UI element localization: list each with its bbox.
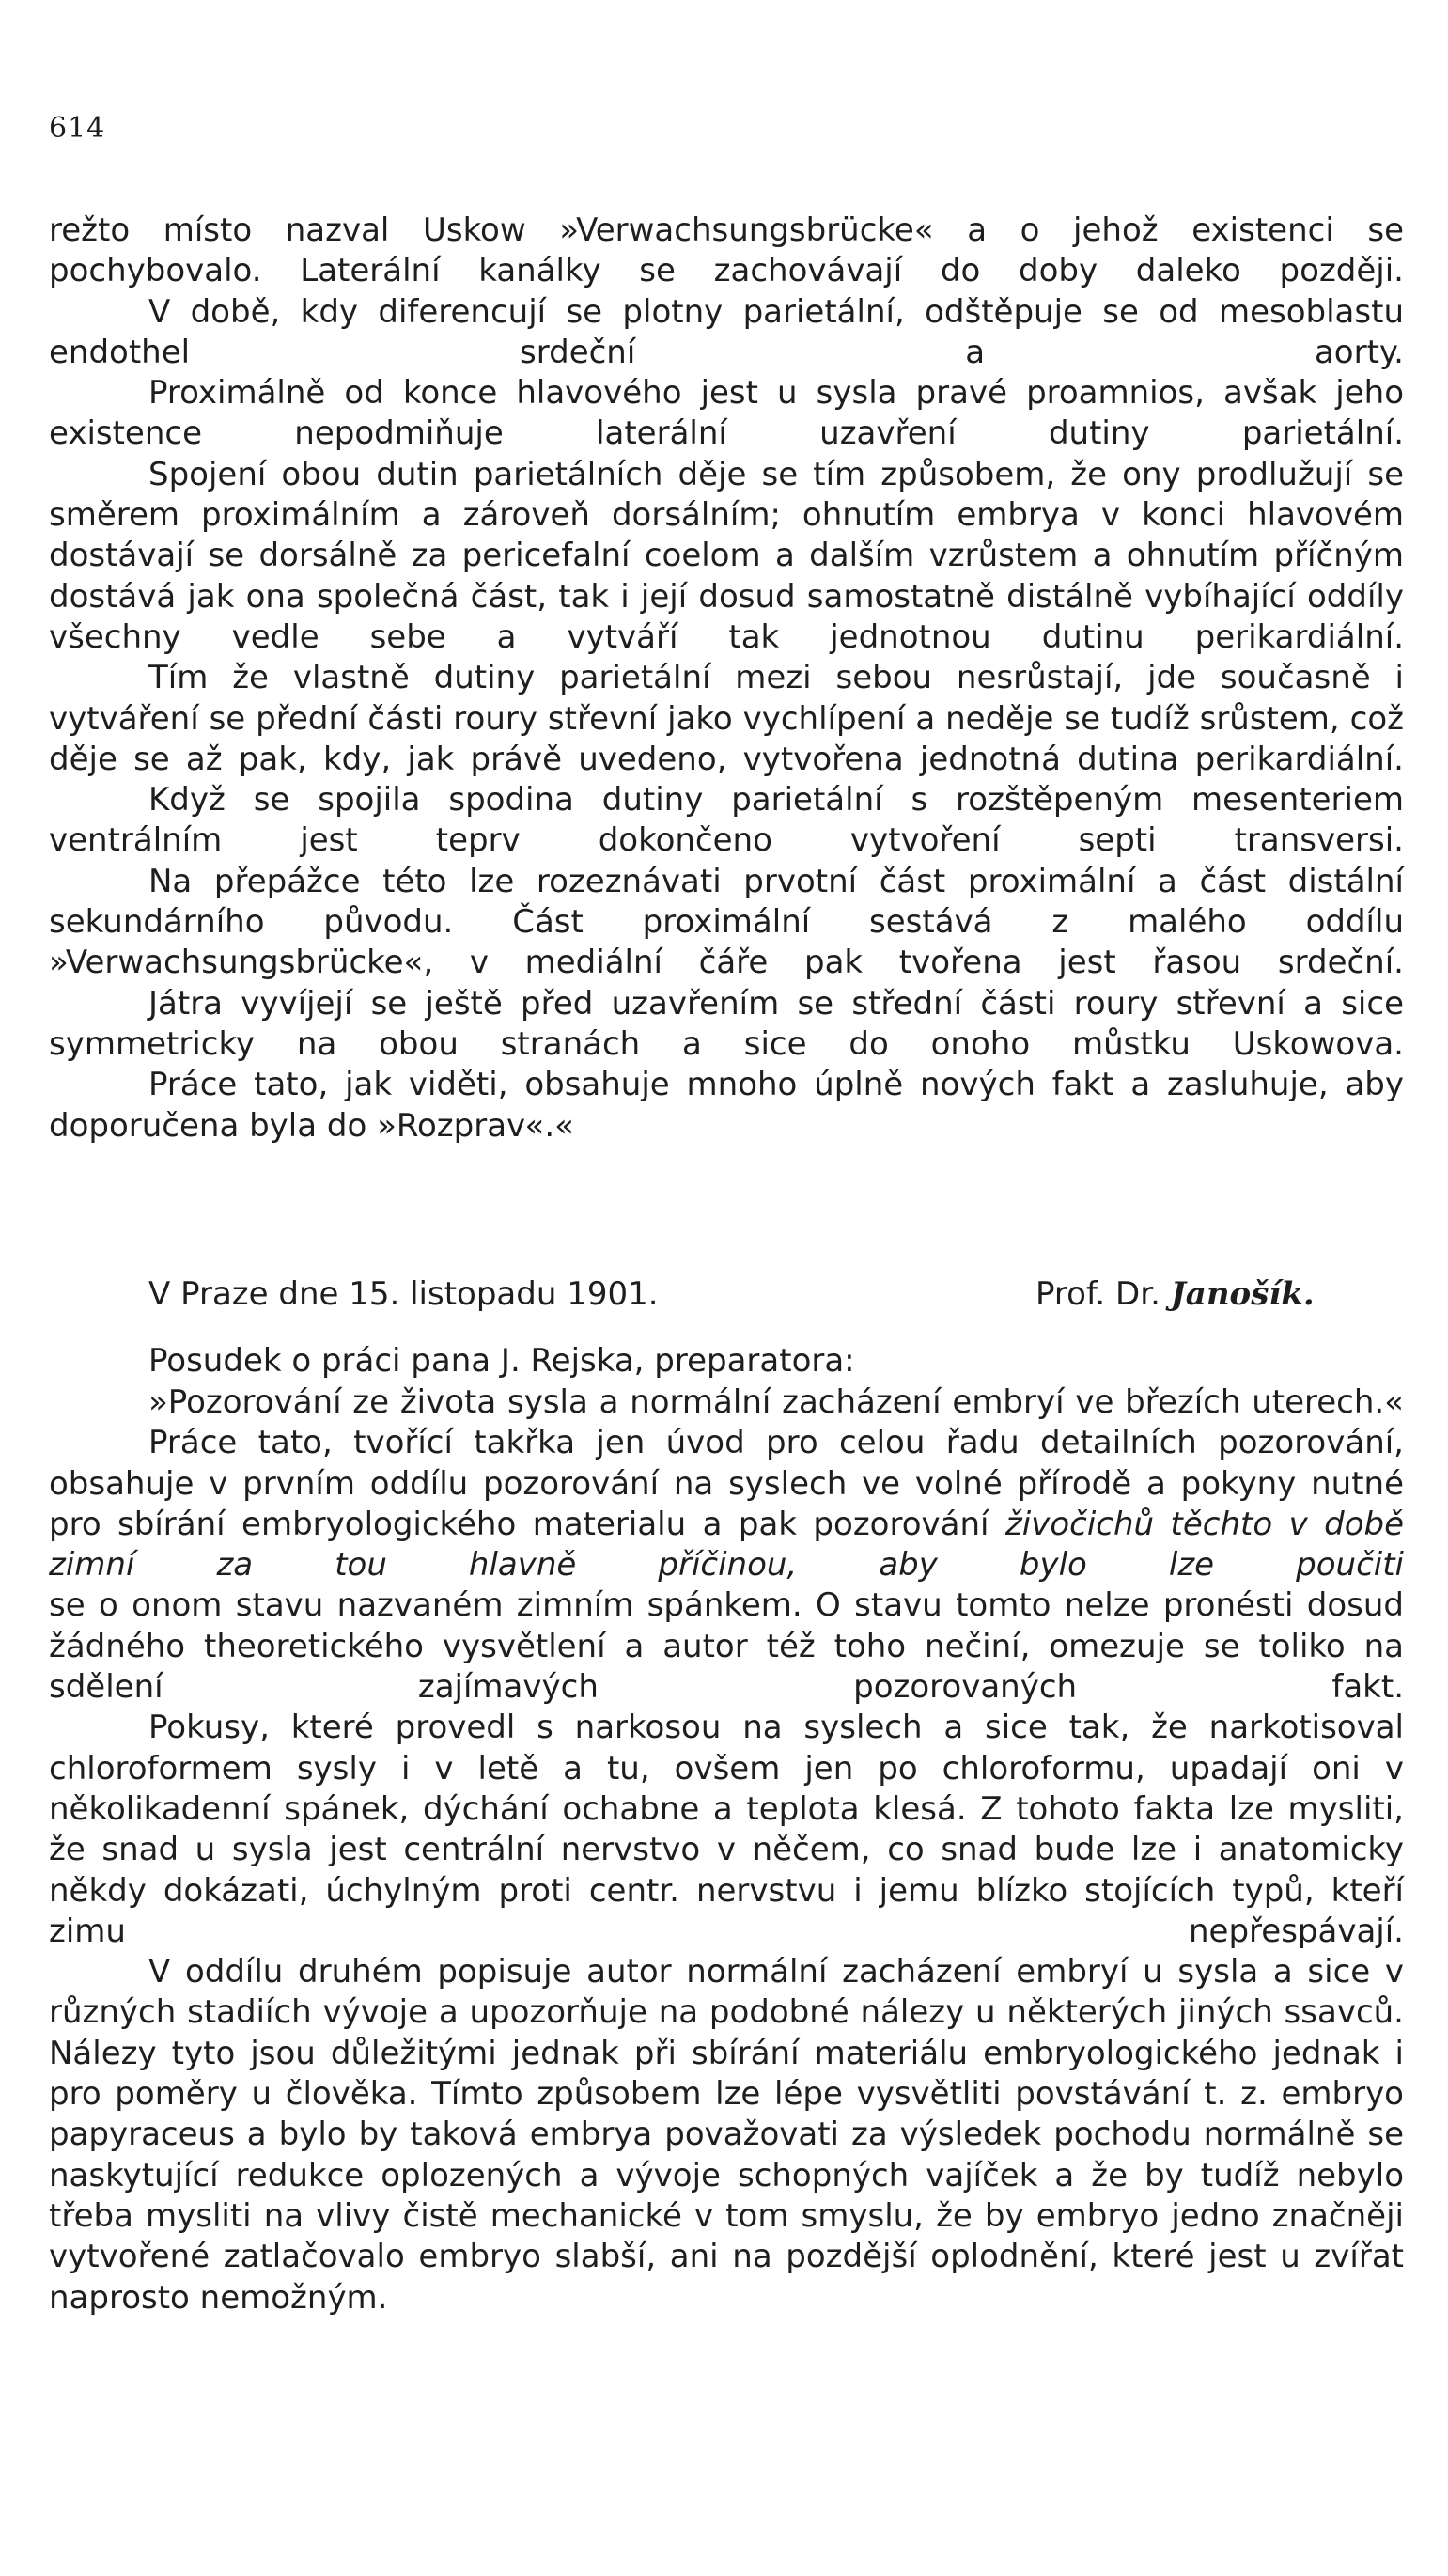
paragraph: Tím že vlastně dutiny parietální mezi sebou nesrůstají, jde současně i vytváření se přední části roury střevní jako vychlípení a neděje se tudíž srůstem, což děje se až pak, kdy, jak právě uvedeno, vytvořena jednotná dutina perikardiální. (49, 659, 1404, 778)
italic-fragment: živočichů těchto v době zimní za tou hlavně příčinou, aby bylo lze poučiti (49, 1505, 1405, 1585)
paragraph: Na přepážce této lze rozeznávati prvotní část proximální a část distální sekundárního původu. Část proximální sestává z malého oddílu »Verwachsungsbrücke«, v mediální čáře pak tvořena jest řasou srdeční. (49, 862, 1404, 982)
paragraph: Pokusy, které provedl s narkosou na syslech a sice tak, že narkotisoval chloroformem sysly i v letě a tu, ovšem jen po chloroformu, upadají oni v několikadenní spánek, dýchání ochabne a teplota klesá. Z tohoto fakta lze mysliti, že snad u sysla jest centrální nervstvo v něčem, co snad bude lze i anatomicky někdy dokázati, úchylným proti centr. nervstvu i jemu blízko stojících typů, kteří zimu nepřespávají. (49, 1709, 1404, 1950)
place-date: V Praze dne 15. listopadu 1901. (148, 1275, 659, 1313)
author-name: Janošík. (1170, 1275, 1315, 1313)
paragraph: se o onom stavu nazvaném zimním spánkem. O stavu tomto nelze pronésti dosud žádného theoretického vysvětlení a autor též toho nečiní, omezuje se toliko na sdělení zajímavých pozorovaných fakt. (49, 1586, 1404, 1707)
review-body (49, 1382, 1404, 2318)
paragraph: »Pozorování ze života sysla a normální zacházení embryí ve březích uterech.« (148, 1383, 1404, 1421)
paragraph: Spojení obou dutin parietálních děje se tím způsobem, že ony prodlužují se směrem proximálním a zároveň dorsálním; ohnutím embrya v konci hlavovém dostávají se dorsálně za pericefalní coelom a dalším vzrůstem a ohnutím příčným dostává jak ona společná část, tak i její dosud samostatně distálně vybíhající oddíly všechny vedle sebe a vytváří tak jednotnou dutinu perikardiální. (49, 455, 1404, 656)
review-heading: Posudek o práci pana J. Rejska, preparatora: (148, 1342, 855, 1380)
author-title: Prof. Dr. (1035, 1275, 1160, 1313)
paragraph: Když se spojila spodina dutiny parietální s rozštěpeným mesenteriem ventrálním jest teprv dokončeno vytvoření septi transversi. (49, 781, 1404, 860)
report-continuation (49, 211, 1404, 1147)
paragraph: V době, kdy diferencují se plotny parietální, odštěpuje se od mesoblastu endothel srdeční a aorty. (49, 292, 1404, 371)
paragraph-text: Práce tato, tvořící takřka jen úvod pro celou řadu detailních pozorování, obsahuje v prvním oddílu pozorování na syslech ve volné přírodě a pokyny nutné pro sbírání embryologického materialu a pak pozorování (49, 1424, 1404, 1543)
author (1035, 1274, 1315, 1315)
paragraph: Práce tato, jak viděti, obsahuje mnoho úplně nových fakt a zasluhuje, aby doporučena byla do »Rozprav«.« (49, 1066, 1404, 1145)
paragraph: režto místo nazval Uskow »Verwachsungsbrücke« a o jehož existenci se pochybovalo. Laterální kanálky se zachovávají do doby daleko později. (49, 211, 1404, 290)
page-number: 614 (49, 112, 106, 145)
paragraph (49, 1423, 1404, 1585)
paragraph: Játra vyvíjejí se ještě před uzavřením se střední části roury střevní a sice symmetricky na obou stranách a sice do onoho můstku Uskowova. (49, 984, 1404, 1063)
paragraph: Proximálně od konce hlavového jest u sysla pravé proamnios, avšak jeho existence nepodmiňuje laterální uzavření dutiny parietální. (49, 374, 1404, 453)
paragraph: V oddílu druhém popisuje autor normální zacházení embryí u sysla a sice v různých stadiích vývoje a upozorňuje na podobné nálezy u některých jiných ssavců. Nálezy tyto jsou důležitými jednak při sbírání materiálu embryologického jednak i pro poměry u člověka. Tímto způsobem lze lépe vysvětliti povstávání t. z. embryo papyraceus a bylo by taková embrya považovati za výsledek pochodu normálně se naskytující redukce oplozených a vývoje schopných vajíček a že by tudíž nebylo třeba mysliti na vlivy čistě mechanické v tom smyslu, že by embryo jedno značněji vytvořené zatlačovalo embryo slabší, ani na pozdější oplodnění, které jest u zvířat naprosto nemožným. (49, 1953, 1404, 2317)
